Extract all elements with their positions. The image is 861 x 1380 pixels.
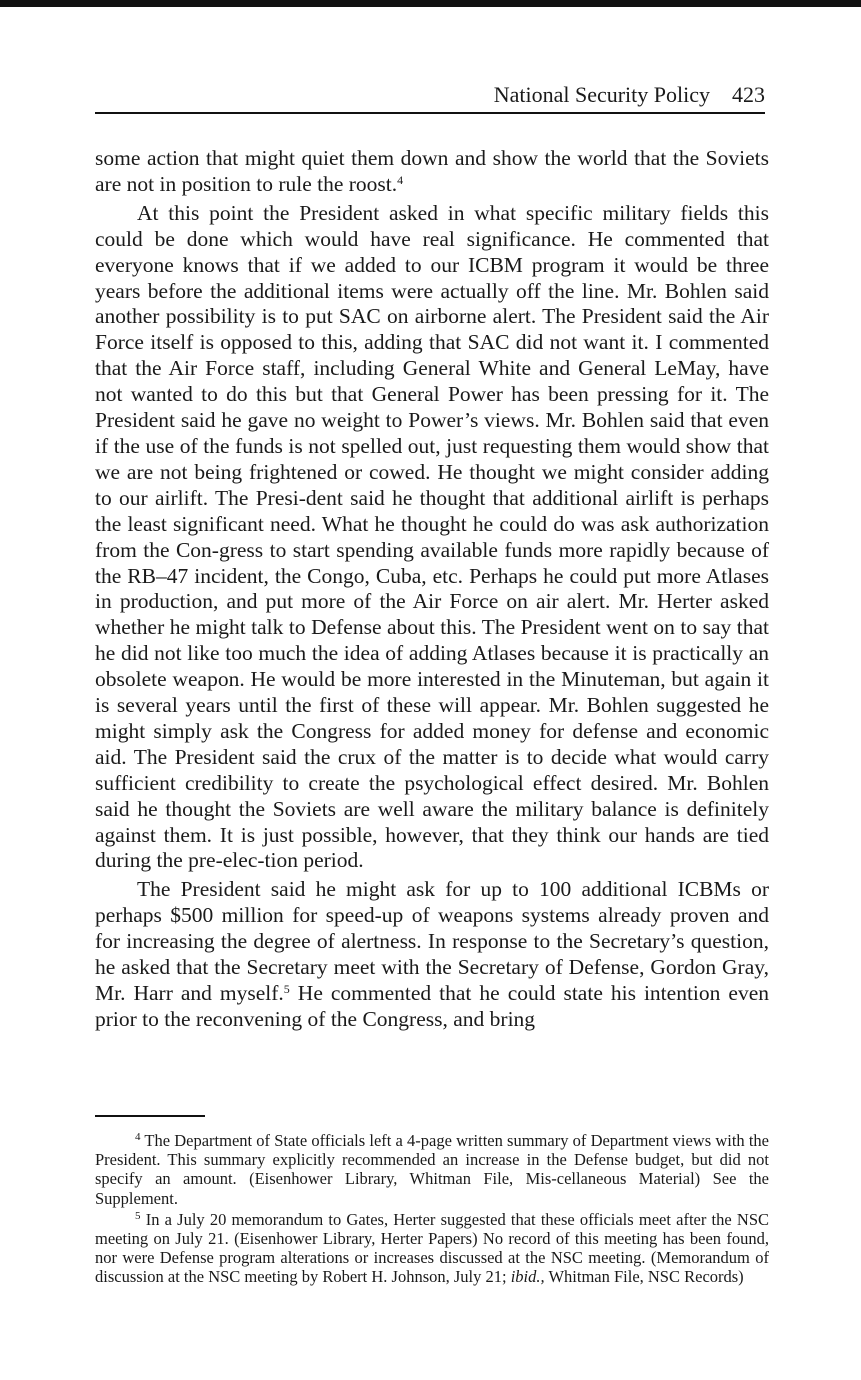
- footnote-4-text: The Department of State officials left a 4-page written summary of Department views with the President. This summary explicitly recommended an increase in the Defense budget, but did not specify an amount. (Eisenhower Library, Whitman File, Mis-cellaneous Material) See the Supplement.: [95, 1131, 769, 1208]
- footnote-5-text-b: Whitman File, NSC Records): [544, 1267, 744, 1287]
- paragraph-2: At this point the President asked in what specific military fields this could be done which would have real significance. He commented that everyone knows that if we added to our ICBM program it would be three years before the additional items were actually off the line. Mr. Bohlen said another possibility is to put SAC on airborne alert. The President said the Air Force itself is opposed to this, adding that SAC did not want it. I commented that the Air Force staff, including General White and General LeMay, have not wanted to do this but that General Power has been pressing for it. The President said he gave no weight to Power’s views. Mr. Bohlen said that even if the use of the funds is not spelled out, just requesting them would show that we are not being frightened or cowed. He thought we might consider adding to our airlift. The Presi-dent said he thought that additional airlift is perhaps the least significant need. What he thought he could do was ask authorization from the Con-gress to start spending available funds more rapidly because of the RB–47 incident, the Congo, Cuba, etc. Perhaps he could put more Atlases in production, and put more of the Air Force on air alert. Mr. Herter asked whether he might talk to Defense about this. The President went on to say that he did not like too much the idea of adding Atlases because it is practically an obsolete weapon. He would be more interested in the Minuteman, but again it is several years until the first of these will appear. Mr. Bohlen suggested he might simply ask the Congress for added money for defense and economic aid. The President said the crux of the matter is to decide what would carry sufficient credibility to create the psychological effect desired. Mr. Bohlen said he thought the Soviets are well aware the military balance is definitely against them. It is just possible, however, that they think our hands are tied during the pre-elec-tion period.: [95, 200, 769, 873]
- footnote-5-text-a: In a July 20 memorandum to Gates, Herter suggested that these officials meet after the NSC meeting on July 21. (Eisenhower Library, Herter Papers) No record of this meeting has been found, nor were Defense program alterations or increases discussed at the NSC meeting. (Memorandum of discussion at the NSC meeting by Robert H. Johnson, July 21;: [95, 1209, 769, 1287]
- footnote-5-mark: 5: [135, 1209, 141, 1222]
- paragraph-3-text-a: The President said he might ask for up to 100 additional ICBMs or perhaps $500 million for speed-up of weapons systems already proven and for increasing the degree of alertness. In response to the Secretary’s question, he asked that the Secretary meet with the Secretary of Defense, Gordon Gray, Mr. Harr and myself.: [95, 877, 769, 1005]
- footnote-5-ibid: ibid.,: [510, 1267, 545, 1287]
- page-number: 423: [732, 82, 765, 107]
- paragraph-1: [95, 146, 769, 198]
- footnote-ref-4: 4: [397, 172, 404, 187]
- header-rule: [95, 112, 765, 114]
- footnote-4-mark: 4: [135, 1131, 141, 1143]
- running-header: [95, 80, 765, 110]
- paragraph-3-text-b: He commented that he could state his intention even prior to the reconvening of the Congress, and bring: [95, 981, 769, 1031]
- running-header-title: National Security Policy: [493, 82, 710, 107]
- paragraph-3: [95, 877, 769, 1032]
- footnote-4: [95, 1131, 769, 1208]
- scan-top-border: [0, 0, 861, 7]
- paragraph-1-text: some action that might quiet them down and show the world that the Soviets are not in position to rule the roost.: [95, 146, 769, 196]
- footnote-ref-5: 5: [283, 982, 290, 996]
- body-text: [95, 146, 769, 1036]
- footnotes: [95, 1131, 769, 1289]
- footnote-rule: [95, 1115, 205, 1117]
- footnote-5: [95, 1210, 769, 1287]
